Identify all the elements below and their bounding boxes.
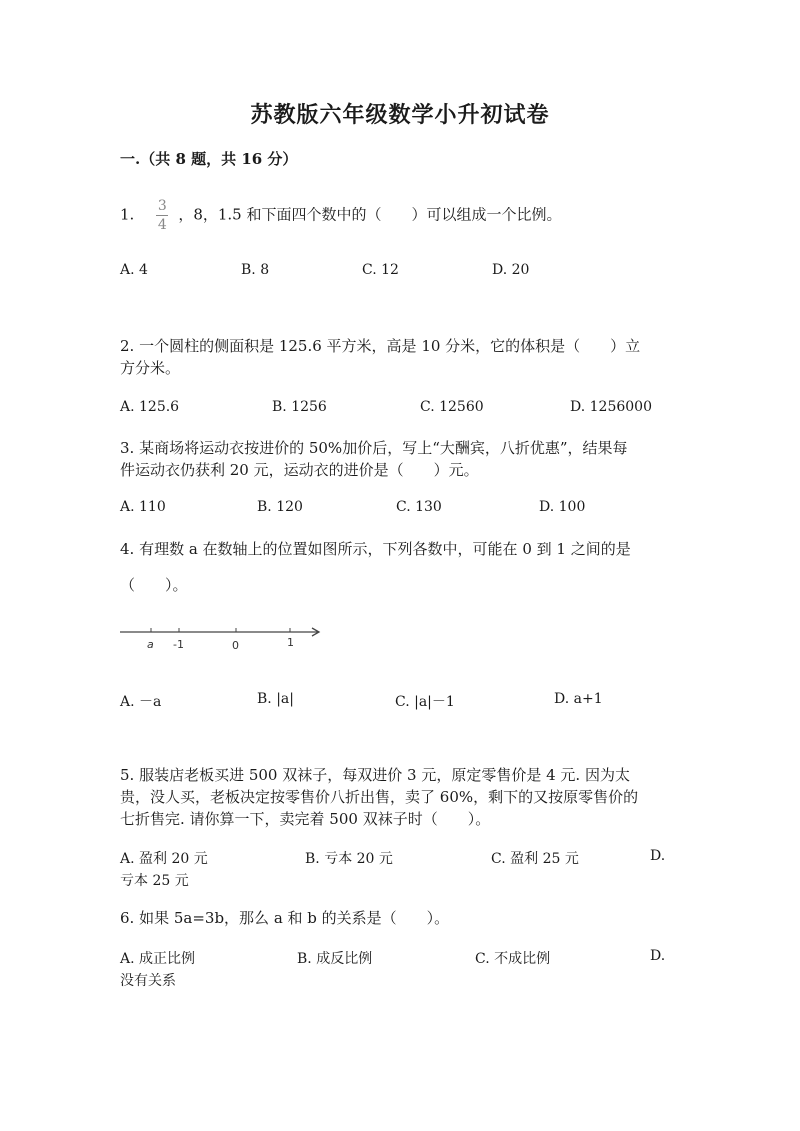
q5-option-a: A. 盈利 20 元 bbox=[120, 851, 208, 867]
q2-option-c: C. 12560 bbox=[420, 399, 484, 415]
question-3-line-1: 3. 某商场将运动衣按进价的 50%加价后，写上“大酬宾，八折优惠”，结果每 bbox=[120, 439, 628, 457]
q1-option-d: D. 20 bbox=[492, 262, 530, 278]
question-1 bbox=[120, 198, 561, 233]
q6-option-a: A. 成正比例 bbox=[120, 951, 196, 967]
question-6-line-1: 6. 如果 5a=3b，那么 a 和 b 的关系是（ ）。 bbox=[120, 909, 450, 927]
q6-option-b: B. 成反比例 bbox=[297, 951, 373, 967]
q3-option-b: B. 120 bbox=[257, 499, 303, 515]
q2-option-a: A. 125.6 bbox=[120, 399, 180, 415]
q4-option-a: A. －a bbox=[120, 694, 162, 710]
q1-option-a: A. 4 bbox=[120, 262, 148, 278]
q4-option-c: C. |a|－1 bbox=[395, 694, 455, 710]
fraction-denominator: 4 bbox=[157, 217, 167, 233]
q6-option-d: D. bbox=[650, 948, 666, 964]
question-5-line-1: 5. 服装店老板买进 500 双袜子，每双进价 3 元，原定零售价是 4 元. 因为太 bbox=[120, 766, 630, 784]
label-minus-one: -1 bbox=[173, 638, 184, 651]
label-one: 1 bbox=[287, 636, 294, 649]
number-line-figure bbox=[118, 622, 328, 656]
label-zero: 0 bbox=[232, 639, 239, 652]
q6-option-d-text: 没有关系 bbox=[120, 973, 176, 989]
q3-option-a: A. 110 bbox=[120, 499, 166, 515]
page-title: 苏教版六年级数学小升初试卷 bbox=[250, 102, 550, 128]
q2-option-d: D. 1256000 bbox=[570, 399, 652, 415]
q1-option-b: B. 8 bbox=[241, 262, 270, 278]
question-4-line-2: （ ）。 bbox=[120, 576, 188, 594]
fraction-three-quarters bbox=[156, 198, 168, 233]
question-2-line-1: 2. 一个圆柱的侧面积是 125.6 平方米，高是 10 分米，它的体积是（ ）立 bbox=[120, 337, 641, 355]
question-4-line-1: 4. 有理数 a 在数轴上的位置如图所示，下列各数中，可能在 0 到 1 之间的是 bbox=[120, 540, 631, 558]
question-1-number: 1. bbox=[120, 205, 135, 224]
question-5-line-2: 贵，没人买，老板决定按零售价八折出售，卖了 60%，剩下的又按原零售价的 bbox=[120, 788, 639, 806]
q4-option-d: D. a+1 bbox=[554, 691, 603, 707]
q3-option-c: C. 130 bbox=[396, 499, 442, 515]
question-3-line-2: 件运动衣仍获利 20 元，运动衣的进价是（ ）元。 bbox=[120, 461, 479, 479]
q2-option-b: B. 1256 bbox=[272, 399, 327, 415]
q5-option-d: D. bbox=[650, 848, 666, 864]
q3-option-d: D. 100 bbox=[539, 499, 586, 515]
q1-option-c: C. 12 bbox=[362, 262, 399, 278]
question-1-text: ，8，1.5 和下面四个数中的（ ）可以组成一个比例。 bbox=[178, 205, 562, 224]
q6-option-c: C. 不成比例 bbox=[475, 951, 551, 967]
q5-option-c: C. 盈利 25 元 bbox=[491, 851, 579, 867]
question-5-line-3: 七折售完. 请你算一下，卖完着 500 双袜子时（ ）。 bbox=[120, 810, 491, 828]
q5-option-b: B. 亏本 20 元 bbox=[305, 851, 393, 867]
label-a: a bbox=[147, 638, 154, 651]
q4-option-b: B. |a| bbox=[257, 691, 294, 707]
question-2-line-2: 方分米。 bbox=[120, 359, 181, 377]
fraction-numerator: 3 bbox=[157, 198, 167, 214]
section-heading: 一.（共 8 题，共 16 分） bbox=[120, 150, 298, 168]
q5-option-d-text: 亏本 25 元 bbox=[120, 873, 189, 889]
